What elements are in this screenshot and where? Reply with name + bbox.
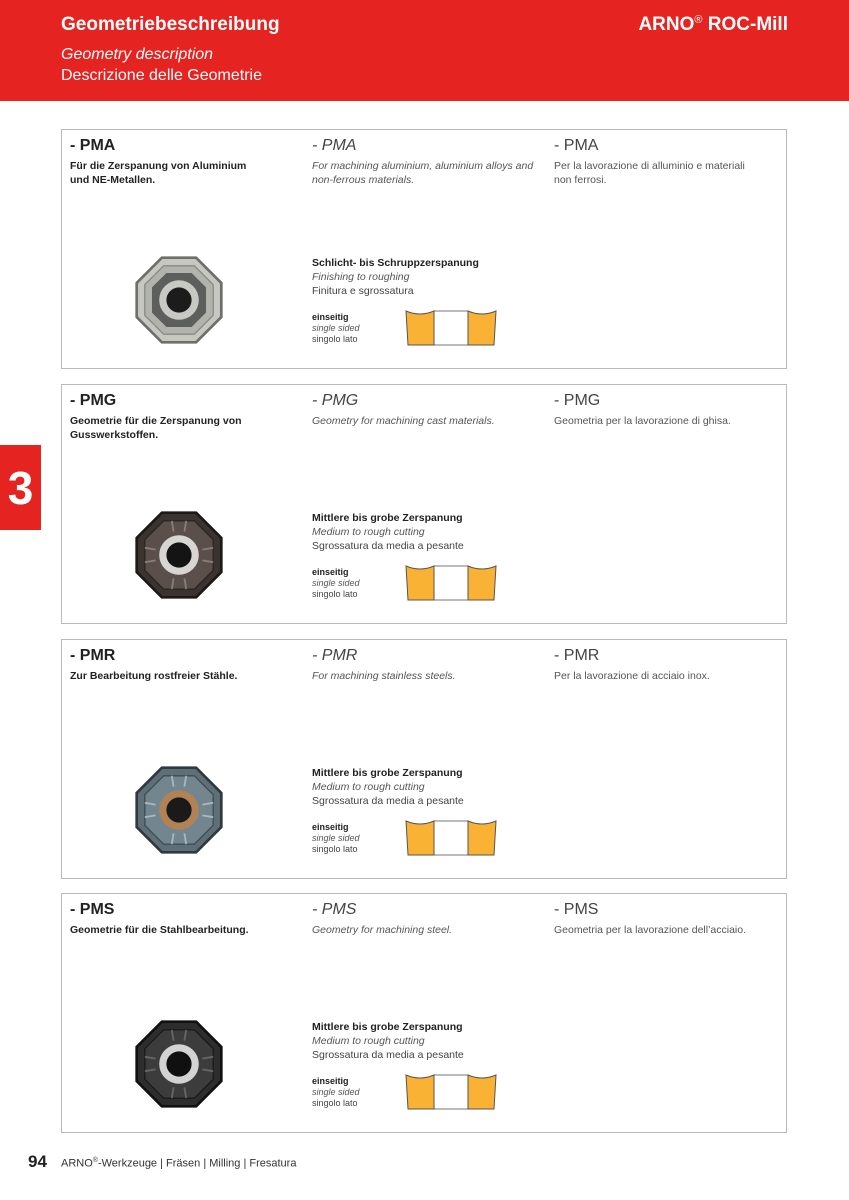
single-sided-profile-icon xyxy=(404,561,498,601)
geometry-code: - PMS xyxy=(312,901,357,918)
geometry-code: - PMG xyxy=(554,392,601,409)
sided-it: singolo lato xyxy=(312,334,358,344)
column-italian xyxy=(554,646,784,683)
operation-text xyxy=(312,256,479,298)
brand-title xyxy=(638,14,788,36)
sided-de: einseitig xyxy=(312,1076,349,1086)
column-italian xyxy=(554,900,784,937)
sided-de: einseitig xyxy=(312,822,349,832)
geometry-description: For machining stainless steels. xyxy=(312,670,456,682)
geometry-code: - PMS xyxy=(70,901,115,918)
geometry-code: - PMG xyxy=(312,392,359,409)
geometry-panel-pmr xyxy=(61,639,787,879)
geometry-description: Geometrie für die Stahlbearbeitung. xyxy=(70,924,249,936)
single-sided-profile-icon xyxy=(404,1070,498,1110)
sided-it: singolo lato xyxy=(312,589,358,599)
operation-de: Mittlere bis grobe Zerspanung xyxy=(312,767,463,779)
geometry-panel-pmg xyxy=(61,384,787,624)
geometry-panel-pms xyxy=(61,893,787,1133)
column-german xyxy=(70,646,300,683)
page-subtitle-it: Descrizione delle Geometrie xyxy=(61,67,262,84)
octagonal-insert-bluegrey-icon xyxy=(134,765,224,855)
operation-en: Medium to rough cutting xyxy=(312,1035,425,1047)
brand-product: ROC-Mill xyxy=(702,14,788,35)
geometry-panel-pma xyxy=(61,129,787,369)
geometry-description: Zur Bearbeitung rostfreier Stähle. xyxy=(70,670,238,682)
footer-registered-mark: ® xyxy=(92,1157,98,1164)
single-sided-profile-icon xyxy=(404,306,498,346)
column-german xyxy=(70,136,300,187)
octagonal-insert-black-icon xyxy=(134,1019,224,1109)
sided-de: einseitig xyxy=(312,567,349,577)
footer-brand: ARNO xyxy=(61,1157,93,1170)
sided-text xyxy=(312,312,360,345)
sided-de: einseitig xyxy=(312,312,349,322)
operation-it: Sgrossatura da media a pesante xyxy=(312,540,464,552)
sided-it: singolo lato xyxy=(312,1098,358,1108)
single-sided-profile-icon xyxy=(404,816,498,856)
chapter-tab: 3 xyxy=(0,445,41,530)
page-subtitle-en: Geometry description xyxy=(61,46,214,63)
operation-en: Medium to rough cutting xyxy=(312,526,425,538)
page-title: Geometriebeschreibung xyxy=(61,14,280,35)
operation-it: Sgrossatura da media a pesante xyxy=(312,795,464,807)
operation-it: Finitura e sgrossatura xyxy=(312,285,414,297)
column-english xyxy=(312,646,542,683)
geometry-code: - PMR xyxy=(554,647,600,664)
geometry-description: Per la lavorazione di acciaio inox. xyxy=(554,670,710,682)
geometry-code: - PMA xyxy=(554,137,599,154)
geometry-description: Geometry for machining steel. xyxy=(312,924,453,936)
geometry-description: Geometrie für die Zerspanung von Gusswerkstoffen. xyxy=(70,415,242,441)
page-header xyxy=(0,0,849,101)
footer-text xyxy=(61,1157,296,1170)
geometry-description: Geometria per la lavorazione di ghisa. xyxy=(554,415,731,427)
geometry-code: - PMS xyxy=(554,901,599,918)
geometry-code: - PMG xyxy=(70,392,117,409)
page-number: 94 xyxy=(28,1152,47,1171)
operation-en: Medium to rough cutting xyxy=(312,781,425,793)
operation-en: Finishing to roughing xyxy=(312,271,410,283)
sided-text xyxy=(312,822,360,855)
octagonal-insert-dark-icon xyxy=(134,510,224,600)
geometry-description: Für die Zerspanung von Aluminium und NE-Metallen. xyxy=(70,160,247,186)
registered-mark: ® xyxy=(694,14,703,26)
geometry-description: Per la lavorazione di alluminio e materiali non ferrosi. xyxy=(554,160,745,186)
sided-en: single sided xyxy=(312,578,360,588)
operation-it: Sgrossatura da media a pesante xyxy=(312,1049,464,1061)
geometry-code: - PMR xyxy=(312,647,358,664)
operation-de: Mittlere bis grobe Zerspanung xyxy=(312,512,463,524)
sided-en: single sided xyxy=(312,323,360,333)
sided-it: singolo lato xyxy=(312,844,358,854)
sided-en: single sided xyxy=(312,1087,360,1097)
brand-name: ARNO xyxy=(638,14,695,35)
geometry-code: - PMA xyxy=(312,137,357,154)
sided-text xyxy=(312,567,360,600)
operation-de: Mittlere bis grobe Zerspanung xyxy=(312,1021,463,1033)
column-italian xyxy=(554,136,784,187)
column-english xyxy=(312,136,542,187)
sided-text xyxy=(312,1076,360,1109)
geometry-code: - PMA xyxy=(70,137,116,154)
column-german xyxy=(70,391,300,442)
footer-label: -Werkzeuge | Fräsen | Milling | Fresatura xyxy=(97,1157,297,1170)
operation-text xyxy=(312,511,464,553)
operation-text xyxy=(312,766,464,808)
geometry-description: Geometry for machining cast materials. xyxy=(312,415,495,427)
geometry-description: For machining aluminium, aluminium alloys and non-ferrous materials. xyxy=(312,160,534,186)
octagonal-insert-silver-icon xyxy=(134,255,224,345)
sided-en: single sided xyxy=(312,833,360,843)
operation-text xyxy=(312,1020,464,1062)
column-english xyxy=(312,391,542,428)
operation-de: Schlicht- bis Schruppzerspanung xyxy=(312,257,479,269)
column-italian xyxy=(554,391,784,428)
geometry-code: - PMR xyxy=(70,647,116,664)
geometry-description: Geometria per la lavorazione dell’acciaio. xyxy=(554,924,747,936)
column-english xyxy=(312,900,542,937)
column-german xyxy=(70,900,300,937)
